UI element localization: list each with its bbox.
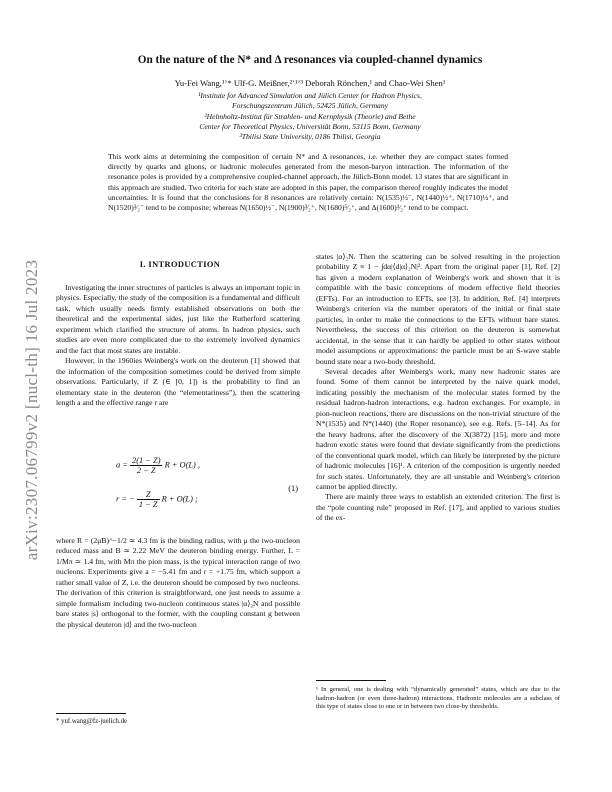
paragraph: states |α⟩₂N. Then the scattering can be solved resulting in the projection probability Z ≡ 1 − ∫dα|⟨d|α⟩₂N|². Apart from the original paper [1], Ref. [2] has given a modern explanation of Weinberg's work and shown that it is compatible with the basic conceptions of modern effective field theories (EFTs). For an introduction to EFTs, see [3]. In addition, Ref. [4] interprets Weinberg's criterion via the number operators of the initial or final state particles, in order to make the connections to the EFTs without bare states. Nevertheless, the success of this criterion on the deuteron is somewhat accidental, in the sense that it can hardly be applied to other states without model assumptions or approximations: the particle must be an S-wave stable bound state near a two-body threshold. [316, 252, 560, 366]
paragraph: However, in the 1960ies Weinberg's work on the deuteron [1] showed that the information of the composition sometimes could be derived from simple observations. Particularly, if Z (∈ [0, 1]) is the probability to find an elementary state in the deuteron (the “elementariness”), then the scattering length a and the effective range r are [56, 356, 300, 407]
eq-lhs: r = − [116, 494, 135, 504]
eq-rest: R + O(L) , [164, 460, 201, 470]
section-heading: I. INTRODUCTION [139, 260, 221, 269]
paragraph: Several decades after Weinberg's work, many new hadronic states are found. Some of them cannot be interpreted by the naive quark model, indicating possibly the mechanism of the molecular states formed by the residual hadron-hadron interactions, e.g. hadron exchanges. For example, in pion-nucleon reactions, there are discussions on the non-trivial structure of the N*(1535) and N*(1440) (the Roper resonance), see e.g. Refs. [5–14]. As for the heavy hadrons, after the discovery of the X(3872) [15], more and more hadron exotic states were found that deviate significantly from the predictions of the conventional quark model, which can likely be interpreted by the picture of hadronic molecules [16]¹. A criterion of the composition is urgently needed for such states. Unfortunately, they are all unstable and Weinberg's criterion cannot be applied directly. [316, 366, 560, 491]
affiliation-line: Forschungszentrum Jülich, 52425 Jülich, Germany [231, 101, 389, 111]
affiliation-line: ³Tbilisi State University, 0186 Tbilisi, Georgia [239, 132, 381, 142]
eq-numerator: 2(1 − Z) [132, 456, 161, 465]
paragraph: There are mainly three ways to establish an extended criterion. The first is the “pole counting rule” proposed in Ref. [17], and applied to various studies of the ex- [316, 492, 560, 523]
equation-line-a [116, 456, 200, 475]
eq-numerator: Z [137, 490, 160, 500]
arxiv-stamp [10, 250, 54, 570]
abstract: This work aims at determining the composition of certain N* and Δ resonances, i.e. whether they are compact states formed directly by quarks and gluons, or hadronic molecules generated from the meson-baryon interaction. The information of the resonance poles is provided by a comprehensive coupled-channel approach, the Jülich-Bonn model. 13 states that are significant in this approach are studied. Two criteria for each state are adopted in this paper, the comparison thereof roughly indicates the model uncertainties. It is found that the conclusions for 8 resonances are relatively certain: N(1535)½⁻, N(1440)½⁺, N(1710)½⁺, and N(1520)³⁄₂⁻ tend to be composite; whereas N(1650)½⁻, N(1900)³⁄₂⁺, N(1680)⁵⁄₂⁺, and Δ(1600)³⁄₂⁺ tend to be compact. [108, 152, 508, 213]
eq-denominator: 2 − Z [136, 466, 156, 475]
affiliation-line: Center for Theoretical Physics, Universität Bonn, 53115 Bonn, Germany [199, 121, 421, 131]
right-column [316, 252, 560, 524]
affiliation-line: ¹Institute for Advanced Simulation and Jülich Center for Hadron Physics, [198, 91, 422, 100]
paragraph: where R = (2μB)^−1/2 ≃ 4.3 fm is the binding radius, with μ the two-nucleon reduced mass and B ≃ 2.22 MeV the deuteron binding energy. Further, L = 1/Mπ ≃ 1.4 fm, with Mπ the pion mass, is the typical interaction range of two nucleons. Experiments give a = −5.41 fm and r = +1.75 fm, which support a rather small value of Z, i.e. the deuteron should be composed by two nucleons. The derivation of this criterion is straightforward, one just needs to assume a simple formalism including two-nucleon continuous states |α⟩₂N and possible bare states |s⟩ orthogonal to the former, with the coupling constant g between the physical deuteron |d⟩ and the two-nucleon [56, 536, 300, 629]
affiliations [60, 91, 560, 142]
eq-lhs: a = [116, 460, 131, 470]
eq-rest: R + O(L) ; [161, 494, 198, 504]
eq-denominator: 1 − Z [138, 500, 158, 509]
paragraph: Investigating the inner structures of particles is always an important topic in physics. Especially, the study of the composition is a fundamental and difficult task, which usually needs firmly established observations on both the theoretical and the experimental sides, just like the Rutherford scattering experiment which clarified the structure of atoms. In hadron physics, such studies are even more complicated due to the extremely involved dynamics and the fact that most states are instable. [56, 283, 300, 355]
left-column-top [56, 283, 300, 408]
equation-1 [56, 452, 300, 530]
equation-number: (1) [288, 484, 298, 493]
author-list: Yu-Fei Wang,¹ʼ* Ulf-G. Meißner,²ʼ¹ʼ³ Deborah Rönchen,¹ and Chao-Wei Shen¹ [174, 78, 446, 88]
arxiv-stamp-text: arXiv:2307.06799v2 [nucl-th] 16 Jul 2023 [22, 259, 41, 561]
affiliation-line: ²Helmholtz-Institut für Strahlen- und Kernphysik (Theorie) and Bethe [204, 111, 416, 121]
footnote-email: * yuf.wang@fz-juelich.de [56, 718, 127, 725]
equation-line-r [116, 490, 198, 509]
left-column-bottom [56, 536, 300, 630]
footnote-text: ¹ In general, one is dealing with “dynamically generated” states, which are due to the hadron-hadron (or even three-hadron) interactions. Hadronic molecules are a subclass of this type of states close to one or in between two close-by thresholds. [316, 686, 560, 711]
eq-fraction [137, 490, 160, 509]
footnote-rule-left [56, 713, 126, 714]
eq-fraction [130, 456, 162, 475]
footnote-rule-right [316, 680, 386, 681]
paper-title: On the nature of the N* and Δ resonances via coupled-channel dynamics [137, 54, 483, 66]
